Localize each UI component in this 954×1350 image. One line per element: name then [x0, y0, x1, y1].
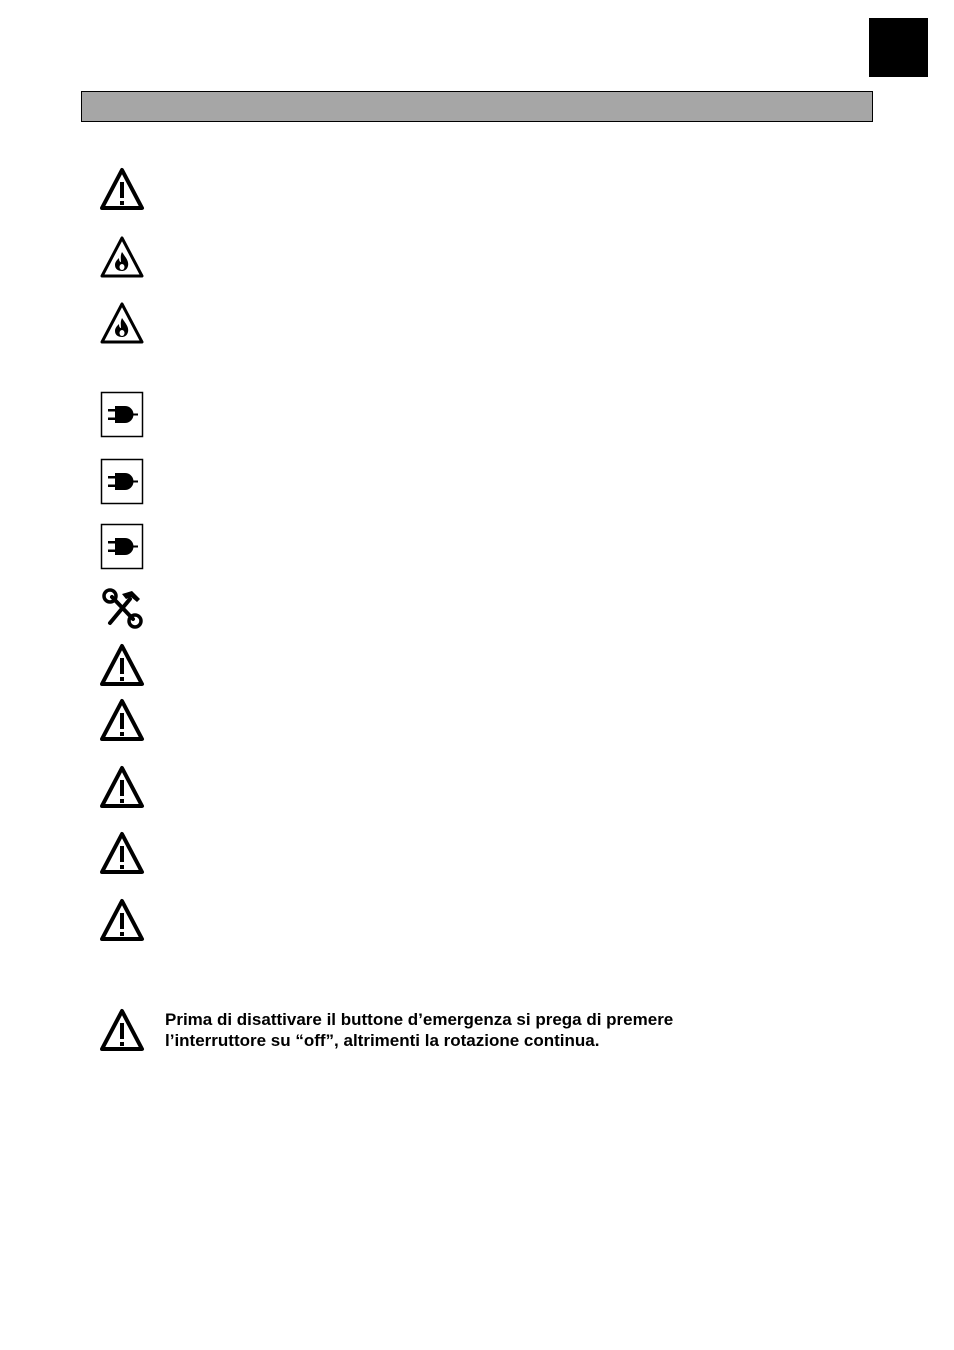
warning-icon: [98, 697, 146, 745]
section-header-bar: [81, 91, 873, 122]
warning-icon: [98, 642, 146, 690]
plug-icon: [98, 457, 146, 505]
note-line-2: l’interruttore su “off”, altrimenti la rotazione continua.: [165, 1031, 600, 1050]
page-corner-tab: [869, 18, 928, 77]
warning-icon: [98, 1007, 146, 1055]
warning-icon: [98, 897, 146, 945]
warning-icon: [98, 764, 146, 812]
plug-icon: [98, 522, 146, 570]
tools-icon: [98, 585, 146, 633]
fire-warning-icon: [98, 300, 146, 348]
emergency-button-note: [165, 1009, 805, 1051]
plug-icon: [98, 390, 146, 438]
warning-icon: [98, 166, 146, 214]
note-line-1: Prima di disattivare il buttone d’emergenza si prega di premere: [165, 1010, 674, 1029]
fire-warning-icon: [98, 234, 146, 282]
warning-icon: [98, 830, 146, 878]
